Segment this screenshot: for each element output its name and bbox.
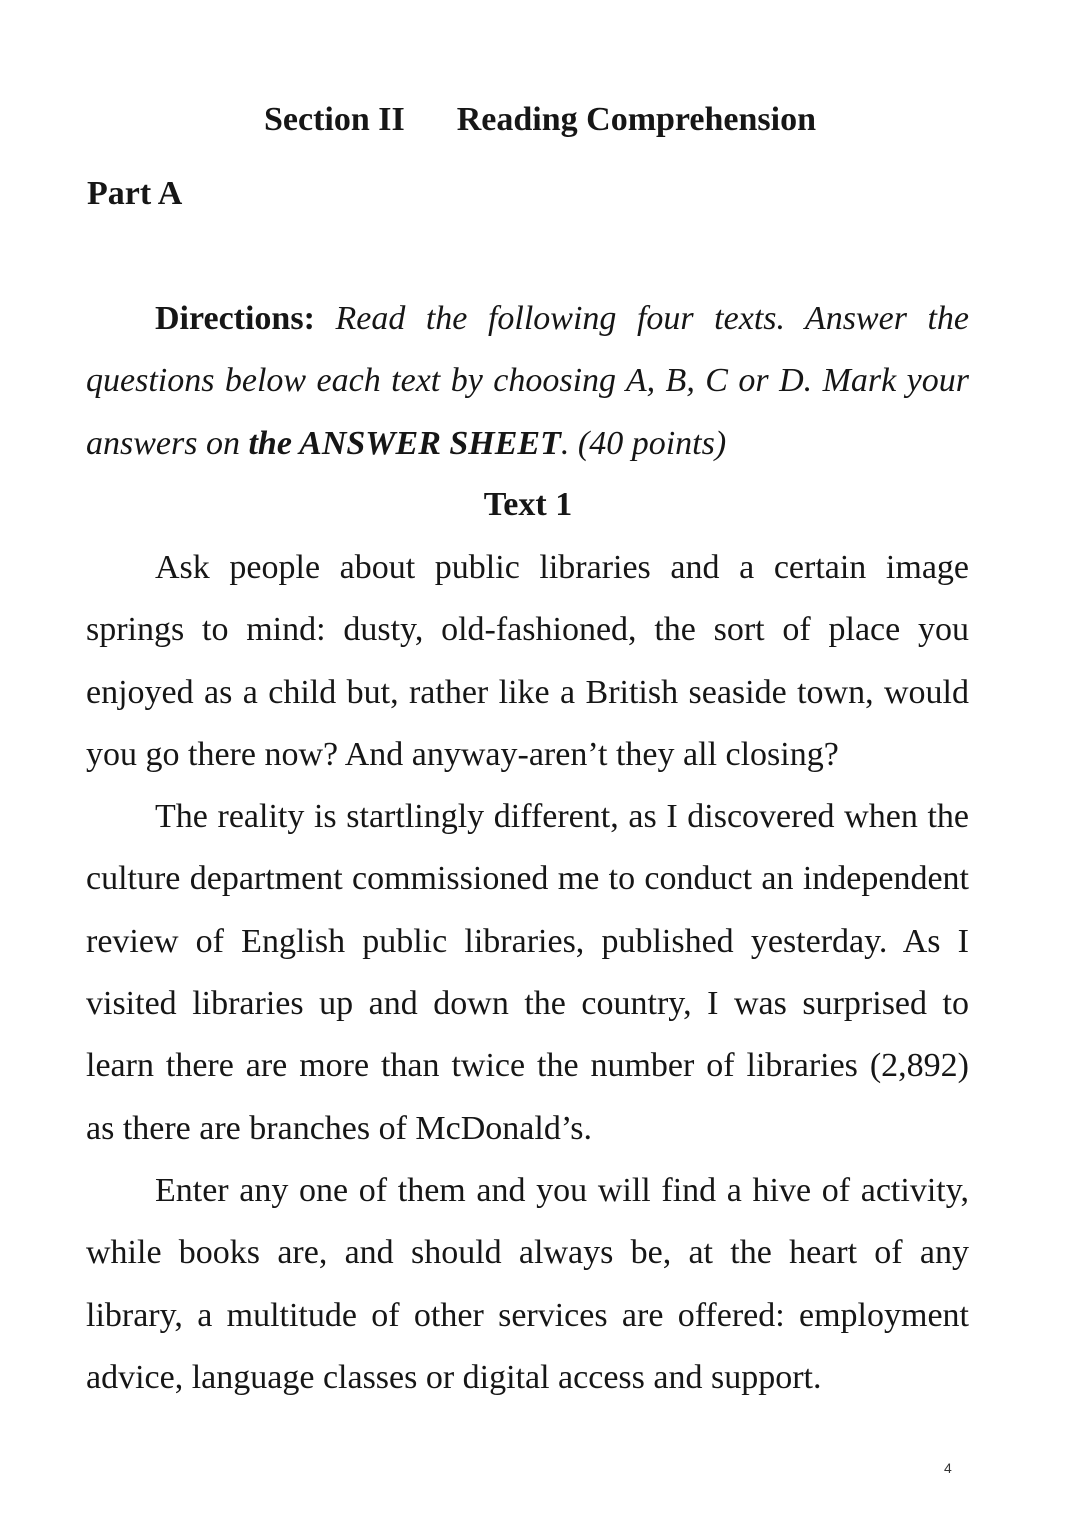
passage-paragraph-1: Ask people about public libraries and a certain image springs to mind: dusty, old-fashioned, the sort of place you enjoyed as a child but, rather like a British seaside town, would you go there now? And anyway-aren’t they all closing? bbox=[86, 549, 969, 773]
directions bbox=[86, 288, 969, 475]
section-heading bbox=[0, 98, 1080, 142]
directions-label: Directions: bbox=[155, 300, 315, 337]
passage-paragraph-2: The reality is startlingly different, as I discovered when the culture department commissioned me to conduct an independent review of English public libraries, published yesterday. As I visited libraries up and down the country, I was surprised to learn there are more than twice the number of libraries (2,892) as there are branches of McDonald’s. bbox=[86, 798, 969, 1147]
section-label: Section II bbox=[264, 101, 405, 138]
directions-paragraph bbox=[86, 288, 969, 475]
passage bbox=[86, 537, 969, 1409]
directions-text: Read the following four texts. Answer the questions below each text by choosing A, B, C or D. Mark your answers on bbox=[86, 300, 970, 462]
page-number: 4 bbox=[944, 1460, 952, 1476]
section-title: Reading Comprehension bbox=[456, 101, 816, 138]
answer-sheet-label: the ANSWER SHEET bbox=[248, 424, 561, 462]
passage-paragraph-3: Enter any one of them and you will find a hive of activity, while books are, and should always be, at the heart of any library, a multitude of other services are offered: employment advice, language classes or digital access and support. bbox=[86, 1171, 969, 1396]
part-label: Part A bbox=[87, 175, 183, 212]
directions-points: . (40 points) bbox=[560, 424, 727, 462]
text-heading: Text 1 bbox=[483, 486, 573, 523]
